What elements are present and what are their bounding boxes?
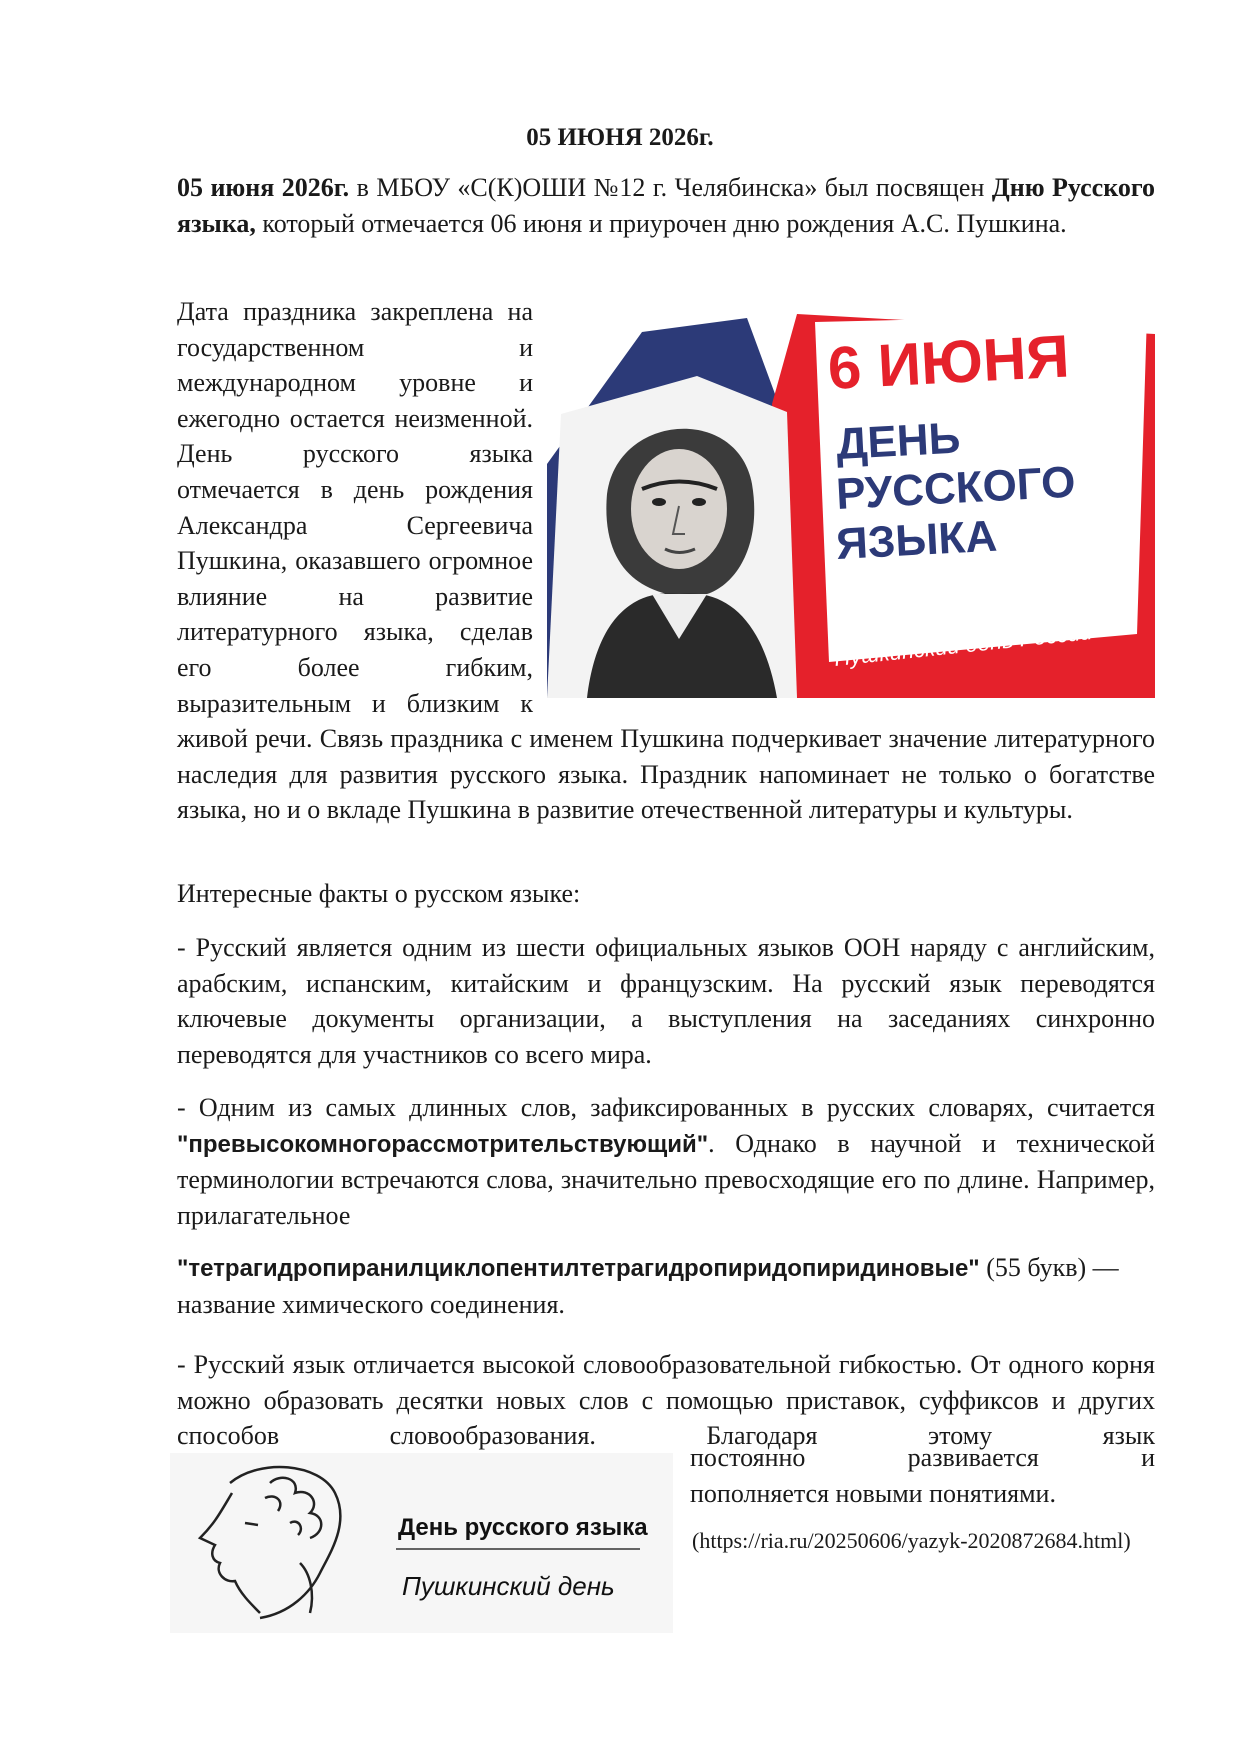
fact-1-text: - Русский является одним из шести официальных языков ООН наряду с английским, арабским, испанским, китайским и французским. На русский язык переводятся ключевые документы организации, а выступления на заседаниях синхронно переводятся для участников со всего мира.: [177, 933, 1155, 1069]
fact-3-tail: [690, 1440, 1155, 1511]
source-citation: (https://ria.ru/20250606/yazyk-2020872684.html): [692, 1528, 1131, 1553]
fact-2-text-1: - Одним из самых длинных слов, зафиксированных в русских словарях, считается: [177, 1093, 1155, 1122]
fact-3-text: - Русский язык отличается высокой словообразовательной гибкостью. От одного корня можно образовать десятки новых слов с помощью приставок, суффиксов и других способов словообразования. Благодаря этому язык: [177, 1350, 1155, 1451]
banner-date: 6 ИЮНЯ: [826, 322, 1071, 402]
logo-script: Пушкинский день: [402, 1571, 615, 1601]
holiday-description-text: Дата праздника закреплена на государственном и международном уровне и ежегодно остается неизменной. День русского языка отмечается в день рождения Александра Сергеевича Пушкина, оказавшего огромное влияние на развитие литературного языка, сделав его более гибким, выразительным и близким к живой речи. Связь праздника с именем Пушкина подчеркивает значение литературного наследия для развития русского языка. Праздник напоминает не только о богатстве языка, но и о вкладе Пушкина в развитие отечественной литературы и культуры.: [177, 297, 1155, 825]
facts-heading-text: Интересные факты о русском языке:: [177, 879, 581, 908]
intro-text-2: который отмечается 06 июня и приурочен дню рождения А.С. Пушкина.: [255, 208, 1067, 238]
holiday-description: [177, 294, 1155, 828]
fact-2-text-2: . Однако в научной и технической терминологии встречаются слова, значительно превосходящие его по длине. Например, прилагательное: [177, 1128, 1155, 1230]
fact-2-continued: [177, 1250, 1155, 1322]
intro-date: 05 июня 2026г.: [177, 173, 350, 202]
long-word-1: "превысокомногорассмотрительствующий": [177, 1130, 709, 1158]
fact-2: [177, 1090, 1155, 1233]
intro-holiday-name: Дню Русского языка,: [177, 173, 1155, 238]
fact-3-tail-line-2: пополняется новыми понятиями.: [690, 1478, 1056, 1508]
intro-text-1: в МБОУ «С(К)ОШИ №12 г. Челябинска» был посвящен: [349, 173, 992, 202]
fact-1: [177, 930, 1155, 1072]
banner-line-language: ЯЗЫКА: [834, 511, 999, 569]
intro-paragraph: [177, 170, 1155, 241]
pushkin-portrait: [547, 376, 797, 698]
facts-heading: [177, 876, 1155, 912]
logo-title: День русского языка: [398, 1514, 648, 1541]
banner-line-russian: РУССКОГО: [834, 457, 1077, 519]
fact-2b-text: (55 букв) — название химического соединения.: [177, 1253, 1119, 1319]
fact-3: [177, 1347, 1155, 1454]
banner-image: [547, 294, 1155, 698]
page-title: 05 ИЮНЯ 2026г.: [526, 124, 714, 151]
long-word-2: "тетрагидропиранилциклопентилтетрагидропиридопиридиновые": [177, 1255, 980, 1282]
banner-script: Пушкинский день России: [832, 619, 1094, 671]
logo-image: [170, 1453, 673, 1633]
fact-3-tail-line-1: постоянно развивается и: [690, 1443, 1155, 1472]
banner-line-day: ДЕНЬ: [834, 413, 962, 469]
